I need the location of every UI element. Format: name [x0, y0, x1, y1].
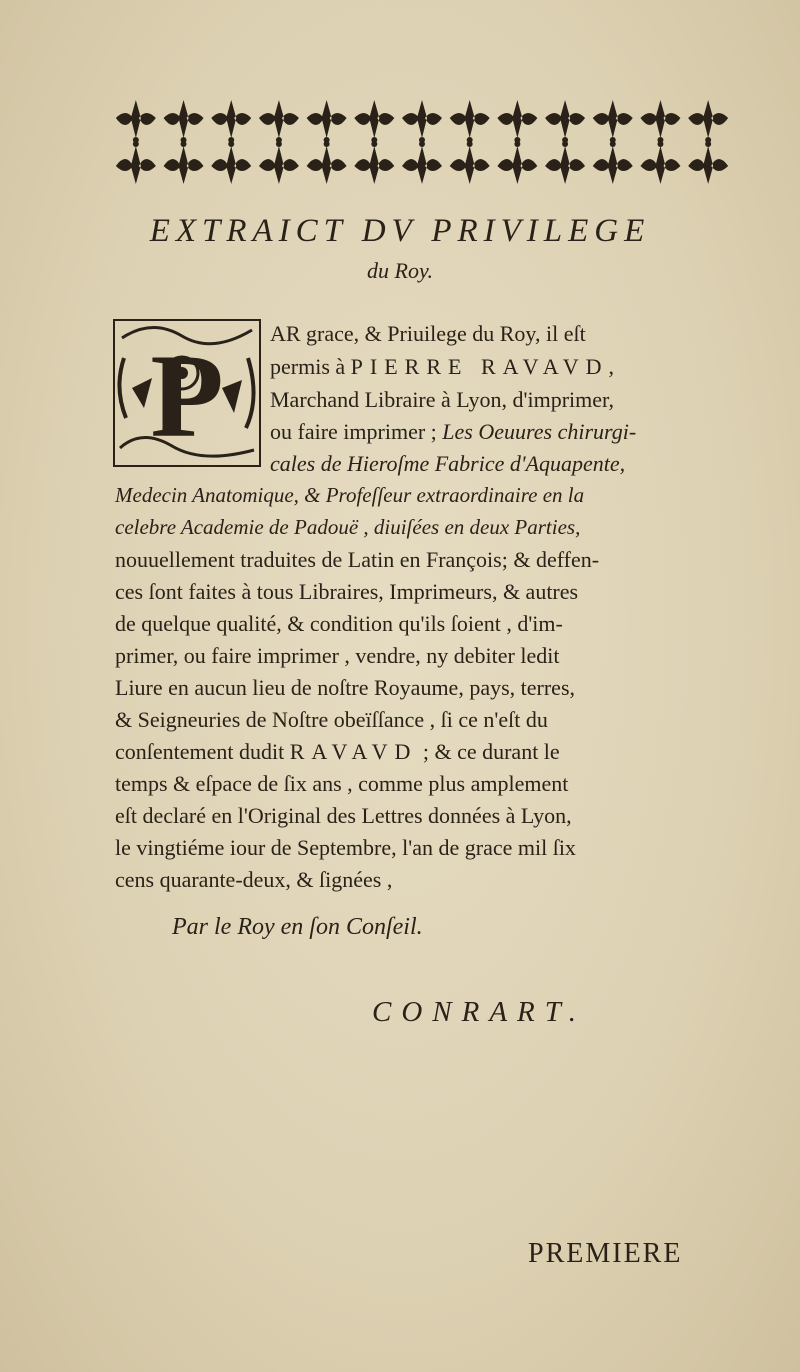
catchword: PREMIERE [528, 1238, 683, 1269]
line-text: ces ſont faites à tous Libraires, Imprimeurs, & autres [115, 579, 579, 604]
fleuron-icon [354, 141, 394, 184]
body-line [115, 866, 392, 894]
book-title-text: celebre Academie de Padouë , diuiſées en deux Parties, [115, 515, 581, 539]
body-line [115, 610, 563, 638]
body-line [115, 674, 575, 702]
line-text: cens quarante-deux, & ſignées , [115, 867, 393, 892]
fleuron-icon [307, 100, 347, 143]
initial-letter: P [150, 329, 224, 462]
fleuron-icon [354, 100, 394, 143]
line-text: AR grace, & Priuilege du Roy, il eſt [270, 321, 586, 346]
book-title-text: Les Oeuures chirurgi- [442, 419, 637, 444]
fleuron-icon [593, 100, 633, 143]
printer-name: PIERRE RAVAVD, [350, 354, 622, 379]
line-text: temps & eſpace de ſix ans , comme plus amplement [115, 771, 569, 796]
fleuron-icon [640, 141, 680, 184]
line-text: nouuellement traduites de Latin en François; & deffen- [115, 547, 600, 572]
book-title-text: Medecin Anatomique, & Profeſſeur extraordinaire en la [115, 483, 585, 507]
body-line [270, 320, 586, 348]
line-text: ou faire imprimer ; [270, 419, 443, 444]
fleuron-icon [259, 100, 299, 143]
fleuron-icon [640, 100, 680, 143]
line-text: primer, ou faire imprimer , vendre, ny debiter ledit [115, 643, 560, 668]
body-line [270, 450, 625, 478]
line-text: eſt declaré en l'Original des Lettres données à Lyon, [115, 803, 572, 828]
fleuron-icon [450, 141, 490, 184]
fleuron-icon [497, 141, 537, 184]
body-line [270, 353, 621, 381]
fleuron-icon [116, 141, 156, 184]
line-text: conſentement dudit [115, 739, 290, 764]
line-text: & Seigneuries de Noſtre obeïſſance , ſi ce n'eſt du [115, 707, 548, 732]
book-title-text: cales de Hieroſme Fabrice d'Aquapente, [270, 451, 626, 476]
by-the-king-line: Par le Roy en ſon Conſeil. [172, 914, 423, 940]
fleuron-icon [259, 141, 299, 184]
line-text: Marchand Libraire à Lyon, d'imprimer, [270, 387, 614, 412]
body-line [115, 546, 599, 574]
body-line [115, 642, 559, 670]
body-line [115, 513, 580, 541]
line-text: le vingtiéme iour de Septembre, l'an de grace mil ſix [115, 835, 576, 860]
fleuron-icon [593, 141, 633, 184]
fleuron-icon [164, 100, 204, 143]
fleuron-icon [545, 141, 585, 184]
fleuron-icon [497, 100, 537, 143]
body-line [115, 578, 578, 606]
line-text: de quelque qualité, & condition qu'ils ſoient , d'im- [115, 611, 563, 636]
printer-name: RAVAVD [289, 739, 418, 764]
line-text: Liure en aucun lieu de noſtre Royaume, pays, terres, [115, 675, 576, 700]
body-line [115, 802, 572, 830]
fleuron-icon [688, 100, 728, 143]
fleuron-icon [545, 100, 585, 143]
fleuron-icon [164, 141, 204, 184]
fleuron-icon [307, 141, 347, 184]
fleuron-icon [450, 100, 490, 143]
body-line [270, 418, 636, 446]
signature: CONRART. [372, 996, 586, 1028]
body-line [270, 386, 614, 414]
line-text: permis à [270, 354, 351, 379]
fleuron-icon [116, 100, 156, 143]
body-line [115, 738, 560, 766]
body-line [115, 706, 548, 734]
fleuron-icon [402, 100, 442, 143]
page-title: EXTRAICT DV PRIVILEGE [149, 213, 651, 249]
fleuron-icon [211, 100, 251, 143]
fleuron-icon [402, 141, 442, 184]
decorated-initial-p [112, 318, 262, 468]
fleuron-icon [211, 141, 251, 184]
page-subtitle: du Roy. [367, 258, 433, 283]
fleuron-ornament-band [112, 92, 732, 192]
line-text: ; & ce durant le [417, 739, 560, 764]
body-line [115, 481, 584, 509]
body-line [115, 834, 576, 862]
body-line [115, 770, 568, 798]
fleuron-icon [688, 141, 728, 184]
